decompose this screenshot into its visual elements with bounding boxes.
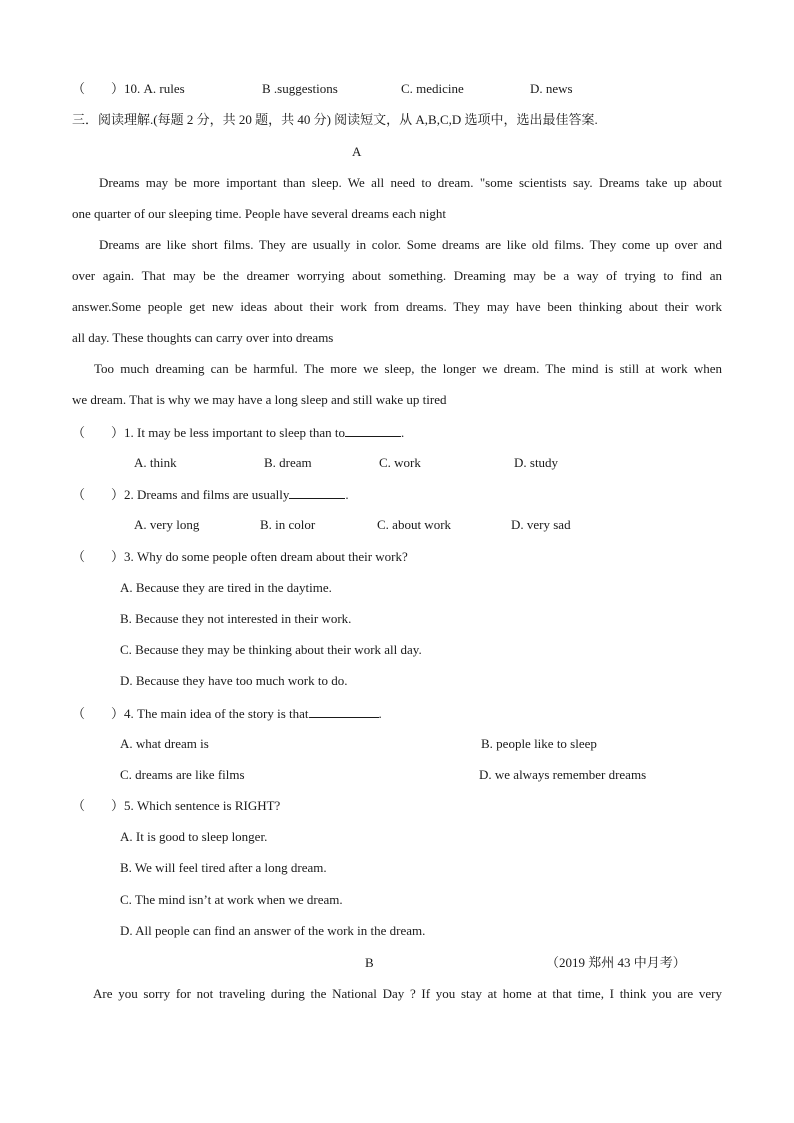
question-1-option-b: B. dream xyxy=(264,455,312,470)
passage-b-line1: Are you sorry for not traveling during the National Day ? If you stay at home at that time, I think you are very xyxy=(93,986,722,1001)
question-5-option-d: D. All people can find an answer of the work in the dream. xyxy=(120,923,426,938)
passage-b-label: B xyxy=(365,955,374,970)
question-2-option-d: D. very sad xyxy=(511,517,571,532)
question-3-option-a: A. Because they are tired in the daytime. xyxy=(120,580,332,595)
question-2-stem: （ ）2. Dreams and films are usually . xyxy=(72,487,349,502)
answer-blank xyxy=(345,424,401,437)
question-3-option-c: C. Because they may be thinking about their work all day. xyxy=(120,642,422,657)
question-1-option-d: D. study xyxy=(514,455,559,470)
question-10-row xyxy=(72,81,185,97)
question-4-option-a: A. what dream is xyxy=(120,736,209,751)
question-10-option-a: 10. A. rules xyxy=(124,81,185,96)
section-3-heading: 三．阅读理解.(每题 2 分，共 20 题，共 40 分) 阅读短文，从 A,B,C,D 选项中，选出最佳答案. xyxy=(72,112,598,127)
question-2-option-a: A. very long xyxy=(134,517,200,532)
question-1-option-c: C. work xyxy=(379,455,421,470)
passage-b-source: （2019 郑州 43 中月考） xyxy=(546,955,686,970)
question-2-option-b: B. in color xyxy=(260,517,316,532)
answer-paren: （ ） xyxy=(72,425,125,440)
answer-paren: （ ） xyxy=(72,81,125,96)
question-10-option-b: B .suggestions xyxy=(262,81,338,96)
question-4-option-b: B. people like to sleep xyxy=(481,736,597,751)
passage-a-p2-line1: Dreams are like short films. They are usually in color. Some dreams are like old films. They come up over and xyxy=(99,237,722,252)
answer-blank xyxy=(289,486,345,499)
question-1-stem: （ ）1. It may be less important to sleep than to . xyxy=(72,425,405,440)
passage-a-p1-line1: Dreams may be more important than sleep. We all need to dream. "some scientists say. Dreams take up about xyxy=(99,175,722,190)
answer-paren: （ ） xyxy=(72,549,125,564)
question-4-stem: （ ）4. The main idea of the story is that . xyxy=(72,706,382,721)
passage-a-p2-line4: all day. These thoughts can carry over into dreams xyxy=(72,330,334,345)
question-3-stem: （ ）3. Why do some people often dream about their work? xyxy=(72,549,408,564)
answer-blank xyxy=(309,705,379,718)
passage-a-p2-line2: over again. That may be the dreamer worrying about something. Dreaming may be a way of trying to find an xyxy=(72,268,722,283)
question-5-option-b: B. We will feel tired after a long dream. xyxy=(120,860,327,875)
question-5-option-c: C. The mind isn’t at work when we dream. xyxy=(120,892,343,907)
answer-paren: （ ） xyxy=(72,706,125,721)
passage-a-p3-line2: we dream. That is why we may have a long sleep and still wake up tired xyxy=(72,392,447,407)
question-4-option-c: C. dreams are like films xyxy=(120,767,245,782)
question-3-option-d: D. Because they have too much work to do. xyxy=(120,673,348,688)
answer-paren: （ ） xyxy=(72,487,125,502)
question-10-option-c: C. medicine xyxy=(401,81,464,96)
passage-a-p3-line1: Too much dreaming can be harmful. The more we sleep, the longer we dream. The mind is still at work when xyxy=(94,361,722,376)
question-4-option-d: D. we always remember dreams xyxy=(479,767,647,782)
passage-a-label: A xyxy=(352,144,362,159)
question-1-option-a: A. think xyxy=(134,455,177,470)
passage-a-p2-line3: answer.Some people get new ideas about their work from dreams. They may have been thinking about their work xyxy=(72,299,722,314)
passage-a-p1-line2: one quarter of our sleeping time. People have several dreams each night xyxy=(72,206,446,221)
answer-paren: （ ） xyxy=(72,798,125,813)
question-10-option-d: D. news xyxy=(530,81,573,96)
question-2-option-c: C. about work xyxy=(377,517,452,532)
question-5-stem: （ ）5. Which sentence is RIGHT? xyxy=(72,798,281,813)
question-5-option-a: A. It is good to sleep longer. xyxy=(120,829,268,844)
question-3-option-b: B. Because they not interested in their work. xyxy=(120,611,352,626)
